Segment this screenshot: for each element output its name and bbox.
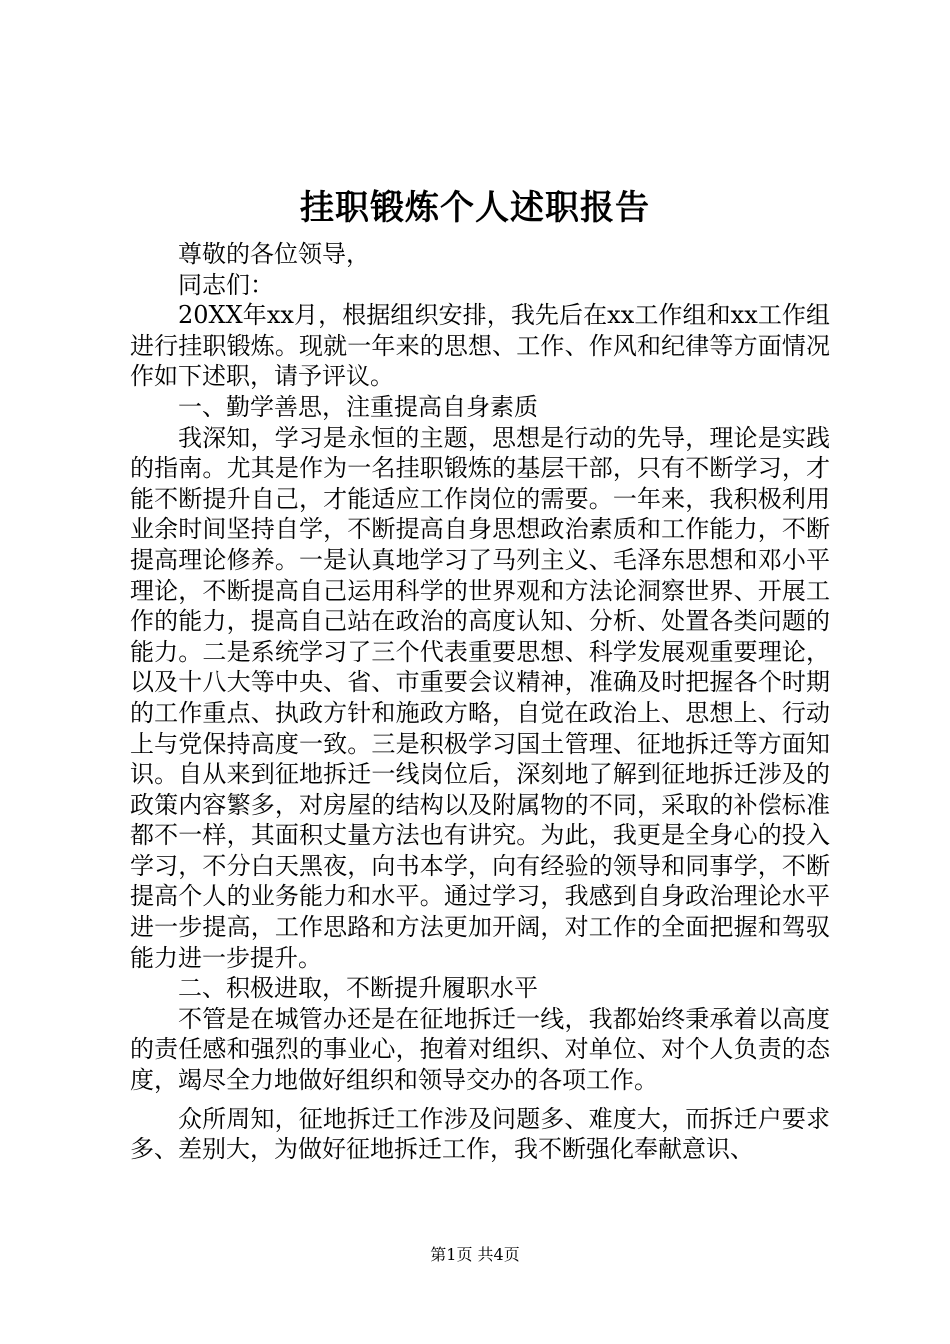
document-body <box>130 239 830 1165</box>
section-heading-1: 一、勤学善思，注重提高自身素质 <box>178 392 538 421</box>
section-heading-2: 二、积极进取，不断提升履职水平 <box>178 974 538 1003</box>
section-2-paragraph-2: 众所周知，征地拆迁工作涉及问题多、难度大，而拆迁户要求多、差别大，为做好征地拆迁工作，我不断强化奉献意识、 <box>130 1104 830 1164</box>
intro-paragraph: 20XX年xx月，根据组织安排，我先后在xx工作组和xx工作组进行挂职锻炼。现就一年来的思想、工作、作风和纪律等方面情况作如下述职，请予评议。 <box>130 301 830 391</box>
document-title: 挂职锻炼个人述职报告 <box>300 188 650 228</box>
salutation-comrades: 同志们： <box>178 270 274 299</box>
section-2-paragraph-1: 不管是在城管办还是在征地拆迁一线，我都始终秉承着以高度的责任感和强烈的事业心，抱着对组织、对单位、对个人负责的态度，竭尽全力地做好组织和领导交办的各项工作。 <box>130 1004 830 1095</box>
page-number-footer: 第1页 共4页 <box>430 1245 520 1264</box>
salutation-leaders: 尊敬的各位领导， <box>178 240 370 268</box>
section-1-paragraph: 我深知，学习是永恒的主题，思想是行动的先导，理论是实践的指南。尤其是作为一名挂职锻炼的基层干部，只有不断学习，才能不断提升自己，才能适应工作岗位的需要。一年来，我积极利用业余时间坚持自学，不断提高自身思想政治素质和工作能力，不断提高理论修养。一是认真地学习了马列主义、毛泽东思想和邓小平理论，不断提高自己运用科学的世界观和方法论洞察世界、开展工作的能力，提高自己站在政治的高度认知、分析、处置各类问题的能力。二是系统学习了三个代表重要思想、科学发展观重要理论，以及十八大等中央、省、市重要会议精神，准确及时把握各个时期的工作重点、执政方针和施政方略，自觉在政治上、思想上、行动上与党保持高度一致。三是积极学习国土管理、征地拆迁等方面知识。自从来到征地拆迁一线岗位后，深刻地了解到征地拆迁涉及的政策内容繁多，对房屋的结构以及附属物的不同，采取的补偿标准都不一样，其面积丈量方法也有讲究。为此，我更是全身心的投入学习，不分白天黑夜，向书本学，向有经验的领导和同事学，不断提高个人的业务能力和水平。通过学习，我感到自身政治理论水平进一步提高，工作思路和方法更加开阔，对工作的全面把握和驾驭能力进一步提升。 <box>130 423 830 972</box>
